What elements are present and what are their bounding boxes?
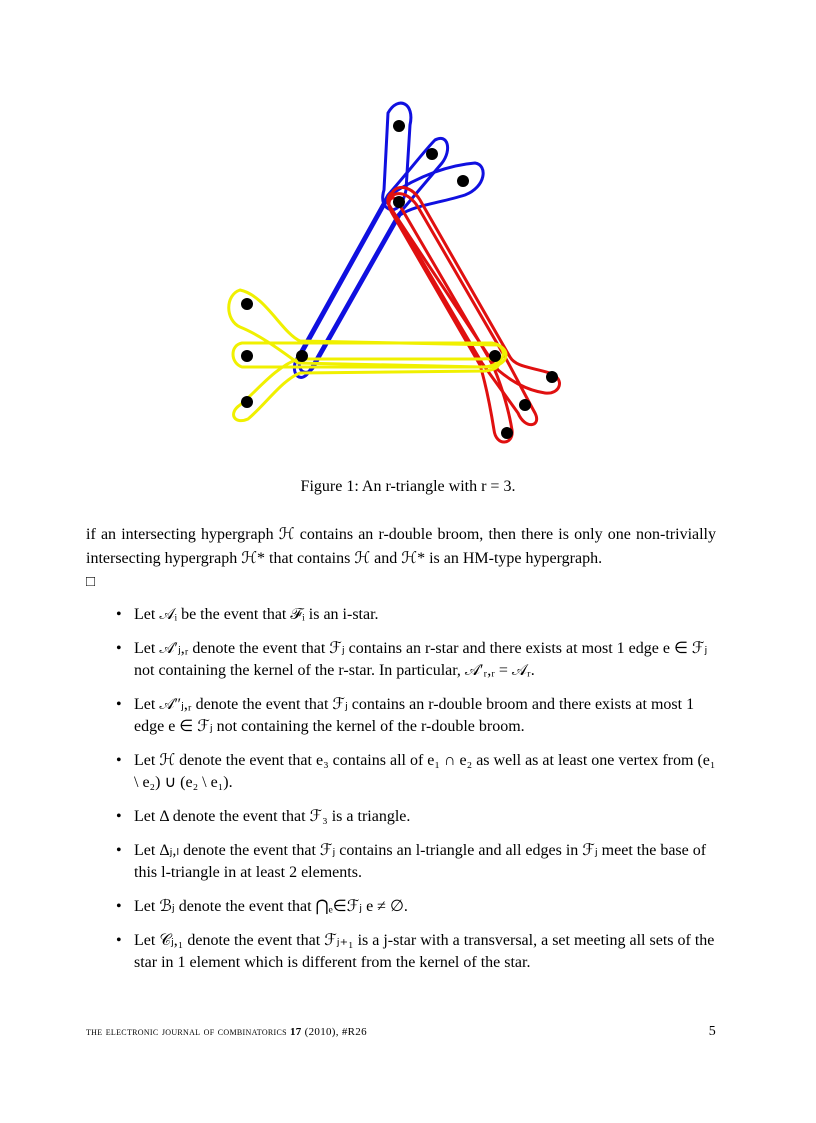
red-edge-2 [388,194,537,425]
list-item: • Let 𝒜″ⱼ,ᵣ denote the event that ℱⱼ contains an r-double broom and there exists at most 1 edge e ∈ ℱⱼ not containing the kernel of the r-double broom. [116,696,695,735]
body-paragraph [86,523,716,593]
definition-list [86,604,716,986]
vertex [393,120,405,132]
vertex [426,148,438,160]
list-item: • Let Δ denote the event that ℱ₃ is a triangle. [116,808,411,825]
vertex [489,350,501,362]
qed-symbol: □ [86,574,96,590]
vertex [546,371,558,383]
vertex [457,175,469,187]
list-item: • Let ℋ denote the event that e₃ contains all of e₁ ∩ e₂ as well as at least one vertex from (e₁ \ e₂) ∪ (e₂ \ e₁). [116,752,716,791]
journal-volume: 17 [289,1026,302,1038]
paragraph-text: if an intersecting hypergraph ℋ contains an r-double broom, then there is only one non-trivially intersecting hypergraph ℋ* that contains ℋ and ℋ* is an HM-type hypergraph. [86,526,716,567]
list-item: • Let 𝒜ᵢ be the event that ℱᵢ is an i-star. [116,606,379,623]
vertex [296,350,308,362]
vertex [241,396,253,408]
vertex [501,427,513,439]
journal-name: the electronic journal of combinatorics [86,1024,287,1038]
vertex [519,399,531,411]
page-footer [86,1024,716,1039]
figure-caption: Figure 1: An r-triangle with r = 3. [300,478,516,495]
list-item: • Let Δⱼ,ₗ denote the event that ℱⱼ contains an l-triangle and all edges in ℱⱼ meet the base of this l-triangle in at least 2 elements. [116,842,707,881]
list-item: • Let 𝒞ⱼ,₁ denote the event that ℱⱼ₊₁ is a j-star with a transversal, a set meeting all sets of the star in 1 element which is different from the kernel of the star. [116,932,715,971]
r-triangle-figure [220,95,580,455]
red-edge-1 [388,187,560,393]
vertex [241,350,253,362]
vertex [241,298,253,310]
journal-issue: (2010), #R26 [304,1026,367,1038]
page-number: 5 [708,1024,716,1039]
vertex [393,196,405,208]
list-item: • Let ℬⱼ denote the event that ⋂ₑ∈ℱⱼ e ≠ ∅. [116,898,408,915]
list-item: • Let 𝒜′ⱼ,ᵣ denote the event that ℱⱼ contains an r-star and there exists at most 1 edge e ∈ ℱⱼ not containing the kernel of the r-star. In particular, 𝒜′ᵣ,ᵣ = 𝒜ᵣ. [116,640,708,679]
